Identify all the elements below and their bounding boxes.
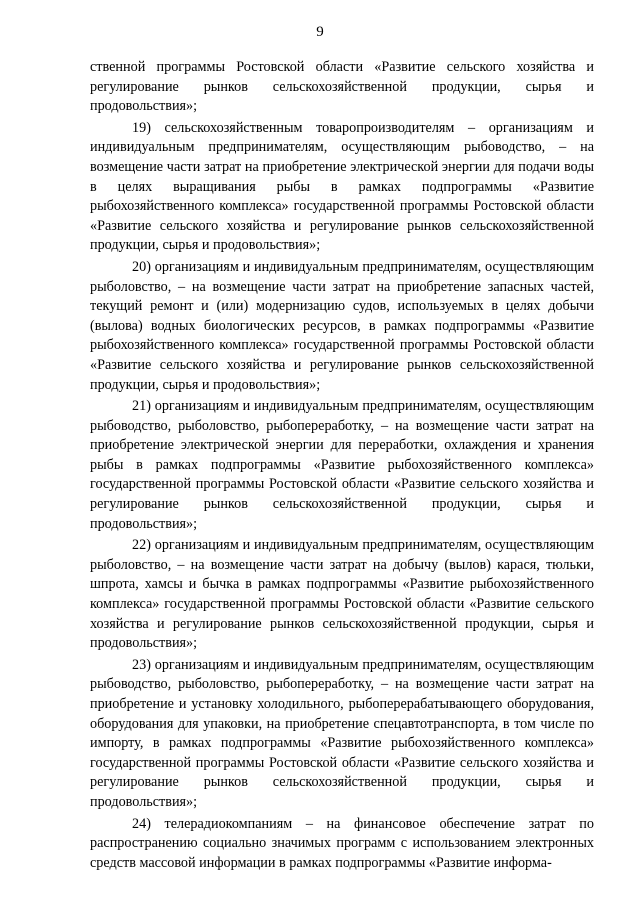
paragraph-item-22: 22) организациям и индивидуальным предпринимателям, осуществляющим рыболовство, – на возмещение части затрат на добычу (вылов) карася, тюльки, шпрота, хамсы и бычка в рамках подпрограммы «Развитие рыбохозяйственного комплекса» государственной программы Ростовской области «Развитие сельского хозяйства и регулирование рынков сельскохозяйственной продукции, сырья и продовольствия»;	[90, 537, 594, 652]
page-number: 9	[316, 24, 324, 40]
paragraph-item-24: 24) телерадиокомпаниям – на финансовое обеспечение затрат по распространению социально значимых программ с использованием электронных средств массовой информации в рамках подпрограммы «Развитие информа-	[90, 815, 594, 871]
document-body	[90, 58, 594, 875]
paragraph-continuation: ственной программы Ростовской области «Развитие сельского хозяйства и регулирование рынков сельскохозяйственной продукции, сырья и продовольствия»;	[90, 59, 594, 115]
paragraph-item-21: 21) организациям и индивидуальным предпринимателям, осуществляющим рыбоводство, рыболовство, рыбопереработку, – на возмещение части затрат на приобретение электрической энергии для переработки, охлаждения и хранения рыбы в рамках подпрограммы «Развитие рыбохозяйственного комплекса» государственной программы Ростовской области «Развитие сельского хозяйства и регулирование рынков сельскохозяйственной продукции, сырья и продовольствия»;	[90, 398, 594, 532]
paragraph-item-23: 23) организациям и индивидуальным предпринимателям, осуществляющим рыбоводство, рыболовство, рыбопереработку, – на возмещение части затрат на приобретение и установку холодильного, рыбоперерабатывающего оборудования, оборудования для упаковки, на приобретение спецавтотранспорта, в том числе по импорту, в рамках подпрограммы «Развитие рыбохозяйственного комплекса» государственной программы Ростовской области «Развитие сельского хозяйства и регулирование рынков сельскохозяйственной продукции, сырья и продовольствия»;	[90, 656, 594, 810]
paragraph-item-20: 20) организациям и индивидуальным предпринимателям, осуществляющим рыболовство, – на возмещение части затрат на приобретение запасных частей, текущий ремонт и (или) модернизацию судов, используемых в целях добычи (вылова) водных биологических ресурсов, в рамках подпрограммы «Развитие рыбохозяйственного комплекса» государственной программы Ростовской области «Развитие сельского хозяйства и регулирование рынков сельскохозяйственной продукции, сырья и продовольствия»;	[90, 258, 594, 393]
paragraph-item-19: 19) сельскохозяйственным товаропроизводителям – организациям и индивидуальным предпринимателям, осуществляющим рыбоводство, – на возмещение части затрат на приобретение электрической энергии для подачи воды в целях выращивания рыбы в рамках подпрограммы «Развитие рыбохозяйственного комплекса» государственной программы Ростовской области «Развитие сельского хозяйства и регулирование рынков сельскохозяйственной продукции, сырья и продовольствия»;	[90, 119, 594, 254]
